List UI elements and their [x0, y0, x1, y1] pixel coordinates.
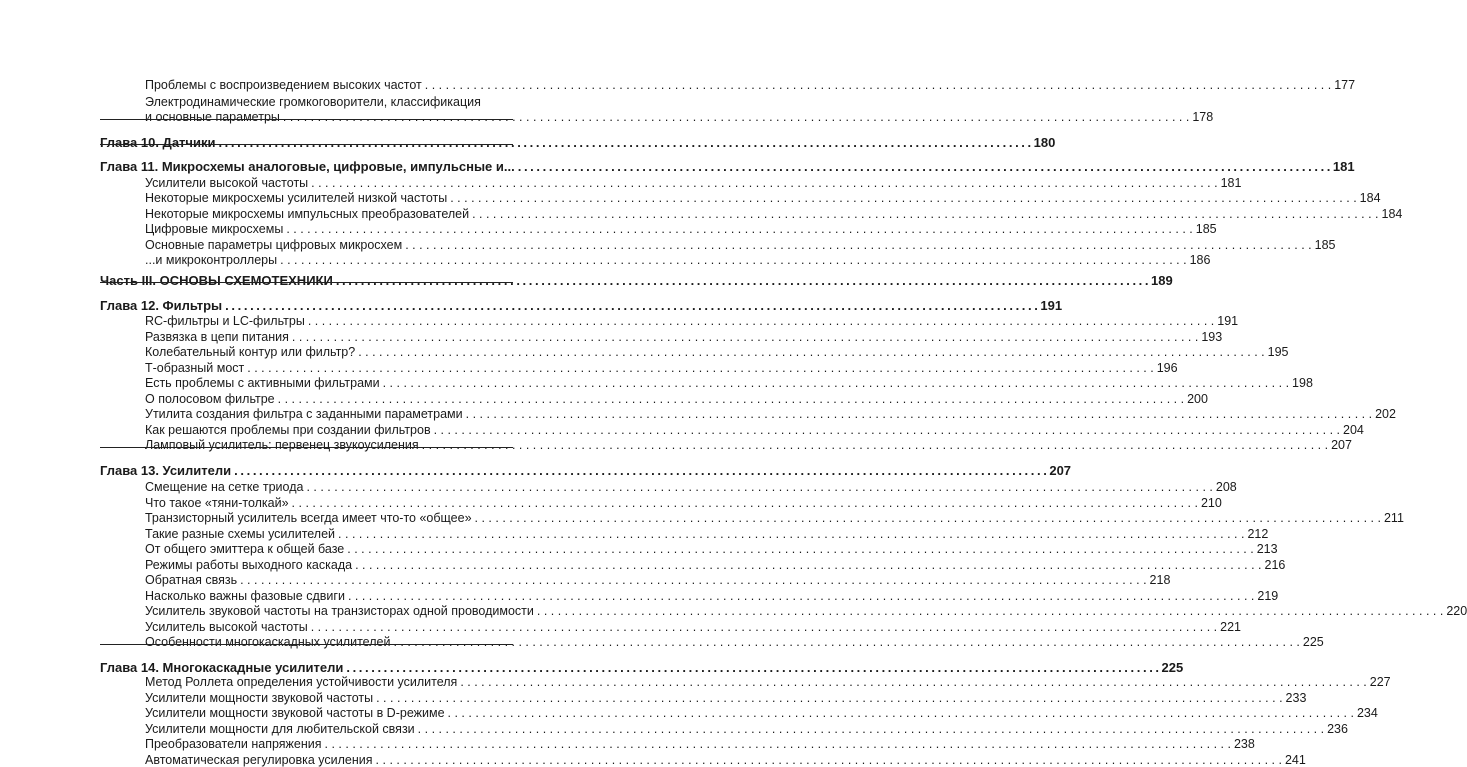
chapter-page: 181: [1332, 159, 1355, 174]
chapter-title: Глава 13. Усилители: [100, 463, 232, 478]
entry-page: 236: [1327, 722, 1348, 736]
entry-page: 177: [1334, 78, 1356, 92]
entry-title: Усилители мощности звуковой частоты в D-режиме: [145, 706, 445, 720]
leader-dots: [537, 604, 1443, 618]
entry-page: 184: [1381, 207, 1403, 221]
leader-dots: [460, 675, 1366, 689]
leader-dots: [450, 191, 1356, 205]
toc-entry: [0, 527, 1269, 541]
toc-entry: [0, 95, 513, 109]
entry-title: Усилитель высокой частоты: [145, 620, 308, 634]
entry-page: 200: [1187, 392, 1208, 406]
toc-entry: [0, 110, 1214, 124]
leader-dots: [418, 722, 1324, 736]
entry-page: 238: [1233, 737, 1255, 751]
leader-dots: [311, 176, 1217, 190]
entry-page: 218: [1149, 573, 1171, 587]
entry-title: Преобразователи напряжения: [145, 737, 322, 751]
entry-title: Транзисторный усилитель всегда имеет что-то «общее»: [145, 511, 472, 525]
leader-dots: [376, 691, 1282, 705]
leader-dots: [278, 392, 1184, 406]
leader-dots: [292, 330, 1198, 344]
chapter-rule: [100, 282, 513, 283]
toc-entry: [0, 222, 1217, 236]
entry-page: 178: [1192, 110, 1214, 124]
toc-entry: [0, 253, 1211, 267]
entry-page: 211: [1383, 511, 1404, 525]
leader-dots: [466, 407, 1372, 421]
chapter-heading: [0, 463, 1072, 478]
leader-dots: [225, 298, 1037, 313]
entry-page: 210: [1200, 496, 1222, 510]
leader-dots: [280, 253, 1186, 267]
toc-entry: [0, 511, 1404, 525]
toc-entry: [0, 314, 1239, 328]
toc-entry: [0, 176, 1242, 190]
leader-dots: [234, 463, 1046, 478]
chapter-heading: [0, 135, 1056, 150]
entry-title: Усилители мощности для любительской связи: [145, 722, 415, 736]
toc-entry: [0, 361, 1178, 375]
entry-page: 202: [1375, 407, 1396, 421]
entry-title: ...и микроконтроллеры: [145, 253, 278, 267]
leader-dots: [383, 376, 1289, 390]
leader-dots: [475, 511, 1381, 525]
toc-entry: [0, 191, 1381, 205]
entry-title: Некоторые микросхемы импульсных преобразователей: [145, 207, 470, 221]
entry-title: Колебательный контур или фильтр?: [145, 345, 356, 359]
toc-entry: [0, 407, 1396, 421]
chapter-rule: [100, 644, 513, 645]
entry-page: 208: [1215, 480, 1237, 494]
leader-dots: [425, 78, 1331, 92]
chapter-rule: [100, 144, 513, 145]
entry-title: Смещение на сетке триода: [145, 480, 304, 494]
entry-page: 184: [1359, 191, 1381, 205]
entry-page: 181: [1220, 176, 1242, 190]
chapter-page: 191: [1040, 298, 1063, 313]
leader-dots: [306, 480, 1212, 494]
leader-dots: [240, 573, 1146, 587]
entry-page: 196: [1156, 361, 1178, 375]
toc-entry: [0, 573, 1171, 587]
toc-entry: [0, 675, 1391, 689]
entry-title: Развязка в цепи питания: [145, 330, 289, 344]
entry-title: Проблемы с воспроизведением высоких частот: [145, 78, 422, 92]
entry-page: 227: [1369, 675, 1391, 689]
entry-title: Автоматическая регулировка усиления: [145, 753, 373, 767]
toc-entry: [0, 496, 1222, 510]
entry-page: 225: [1302, 635, 1324, 649]
leader-dots: [311, 620, 1217, 634]
entry-page: 185: [1314, 238, 1336, 252]
entry-title: От общего эмиттера к общей базе: [145, 542, 345, 556]
entry-title: Электродинамические громкоговорители, классификация: [145, 95, 481, 109]
toc-entry: [0, 78, 1356, 92]
entry-page: 221: [1220, 620, 1241, 634]
entry-title: Особенности многокаскадных усилителей: [145, 635, 391, 649]
leader-dots: [283, 110, 1189, 124]
leader-dots: [518, 159, 1330, 174]
entry-title: О полосовом фильтре: [145, 392, 275, 406]
entry-page: 234: [1356, 706, 1378, 720]
entry-title: Обратная связь: [145, 573, 238, 587]
toc-entry: [0, 345, 1289, 359]
leader-dots: [338, 527, 1244, 541]
entry-page: 213: [1256, 542, 1278, 556]
leader-dots: [405, 238, 1311, 252]
leader-dots: [393, 635, 1299, 649]
entry-page: 212: [1247, 527, 1269, 541]
entry-title: Насколько важны фазовые сдвиги: [145, 589, 345, 603]
toc-entry: [0, 589, 1279, 603]
chapter-title: Глава 11. Микросхемы аналоговые, цифровые, импульсные и...: [100, 159, 515, 174]
toc-entry: [0, 423, 1364, 437]
entry-title: Цифровые микросхемы: [145, 222, 284, 236]
toc-entry: [0, 620, 1241, 634]
leader-dots: [336, 273, 1148, 288]
leader-dots: [472, 207, 1378, 221]
leader-dots: [348, 589, 1254, 603]
leader-dots: [376, 753, 1282, 767]
chapter-rule: [100, 119, 513, 120]
part-title: Часть III. ОСНОВЫ СХЕМОТЕХНИКИ: [100, 273, 333, 288]
entry-title: Режимы работы выходного каскада: [145, 558, 353, 572]
leader-dots: [355, 558, 1261, 572]
entry-title: Т-образный мост: [145, 361, 245, 375]
leader-dots: [347, 542, 1253, 556]
toc-entry: [0, 635, 1324, 649]
chapter-page: 225: [1161, 660, 1184, 675]
entry-page: 241: [1284, 753, 1306, 767]
chapter-heading: [0, 159, 1355, 174]
entry-title: Ламповый усилитель: первенец звукоусиления: [145, 438, 419, 452]
toc-entry: [0, 604, 1467, 618]
entry-page: 204: [1343, 423, 1364, 437]
entry-title: Усилитель звуковой частоты на транзисторах одной проводимости: [145, 604, 534, 618]
entry-title: Как решаются проблемы при создании фильтров: [145, 423, 431, 437]
entry-page: 193: [1201, 330, 1223, 344]
entry-title: Такие разные схемы усилителей: [145, 527, 336, 541]
leader-dots: [286, 222, 1192, 236]
toc-entry: [0, 737, 1255, 751]
toc-entry: [0, 330, 1223, 344]
entry-title: RC-фильтры и LC-фильтры: [145, 314, 305, 328]
entry-title: Основные параметры цифровых микросхем: [145, 238, 403, 252]
chapter-title: Глава 12. Фильтры: [100, 298, 223, 313]
toc-entry: [0, 376, 1313, 390]
chapter-page: 180: [1033, 135, 1056, 150]
entry-title: Утилита создания фильтра с заданными параметрами: [145, 407, 463, 421]
entry-title: Усилители высокой частоты: [145, 176, 309, 190]
entry-page: 207: [1331, 438, 1352, 452]
leader-dots: [346, 660, 1158, 675]
toc-entry: [0, 207, 1403, 221]
entry-page: 191: [1217, 314, 1239, 328]
toc-entry: [0, 722, 1348, 736]
leader-dots: [448, 706, 1354, 720]
toc-entry: [0, 691, 1307, 705]
entry-page: 233: [1285, 691, 1307, 705]
entry-title: Что такое «тяни-толкай»: [145, 496, 289, 510]
leader-dots: [434, 423, 1340, 437]
entry-page: 195: [1267, 345, 1289, 359]
toc-entry: [0, 706, 1378, 720]
leader-dots: [325, 737, 1231, 751]
entry-page: 219: [1257, 589, 1279, 603]
entry-title: Усилители мощности звуковой частоты: [145, 691, 374, 705]
entry-page: 216: [1264, 558, 1286, 572]
leader-dots: [247, 361, 1153, 375]
toc-entry: [0, 558, 1286, 572]
chapter-rule: [100, 447, 513, 448]
chapter-heading: [0, 298, 1063, 313]
toc-entry: [0, 542, 1278, 556]
entry-title: Некоторые микросхемы усилителей низкой частоты: [145, 191, 448, 205]
entry-title: и основные параметры: [145, 110, 280, 124]
toc-entry: [0, 238, 1336, 252]
entry-page: 198: [1292, 376, 1313, 390]
leader-dots: [358, 345, 1264, 359]
chapter-title: Глава 14. Многокаскадные усилители: [100, 660, 344, 675]
leader-dots: [422, 438, 1328, 452]
entry-page: 185: [1195, 222, 1217, 236]
leader-dots: [308, 314, 1214, 328]
entry-title: Есть проблемы с активными фильтрами: [145, 376, 380, 390]
leader-dots: [292, 496, 1198, 510]
leader-dots: [218, 135, 1030, 150]
part-page: 189: [1151, 273, 1173, 288]
entry-title: Метод Роллета определения устойчивости усилителя: [145, 675, 458, 689]
toc-entry: [0, 392, 1208, 406]
entry-page: 186: [1189, 253, 1211, 267]
part-heading: [0, 273, 1173, 288]
chapter-page: 207: [1049, 463, 1072, 478]
toc-entry: [0, 480, 1237, 494]
toc-entry: [0, 438, 1352, 452]
toc-entry: [0, 753, 1306, 767]
chapter-title: Глава 10. Датчики: [100, 135, 216, 150]
chapter-heading: [0, 660, 1184, 675]
entry-page: 220: [1446, 604, 1467, 618]
